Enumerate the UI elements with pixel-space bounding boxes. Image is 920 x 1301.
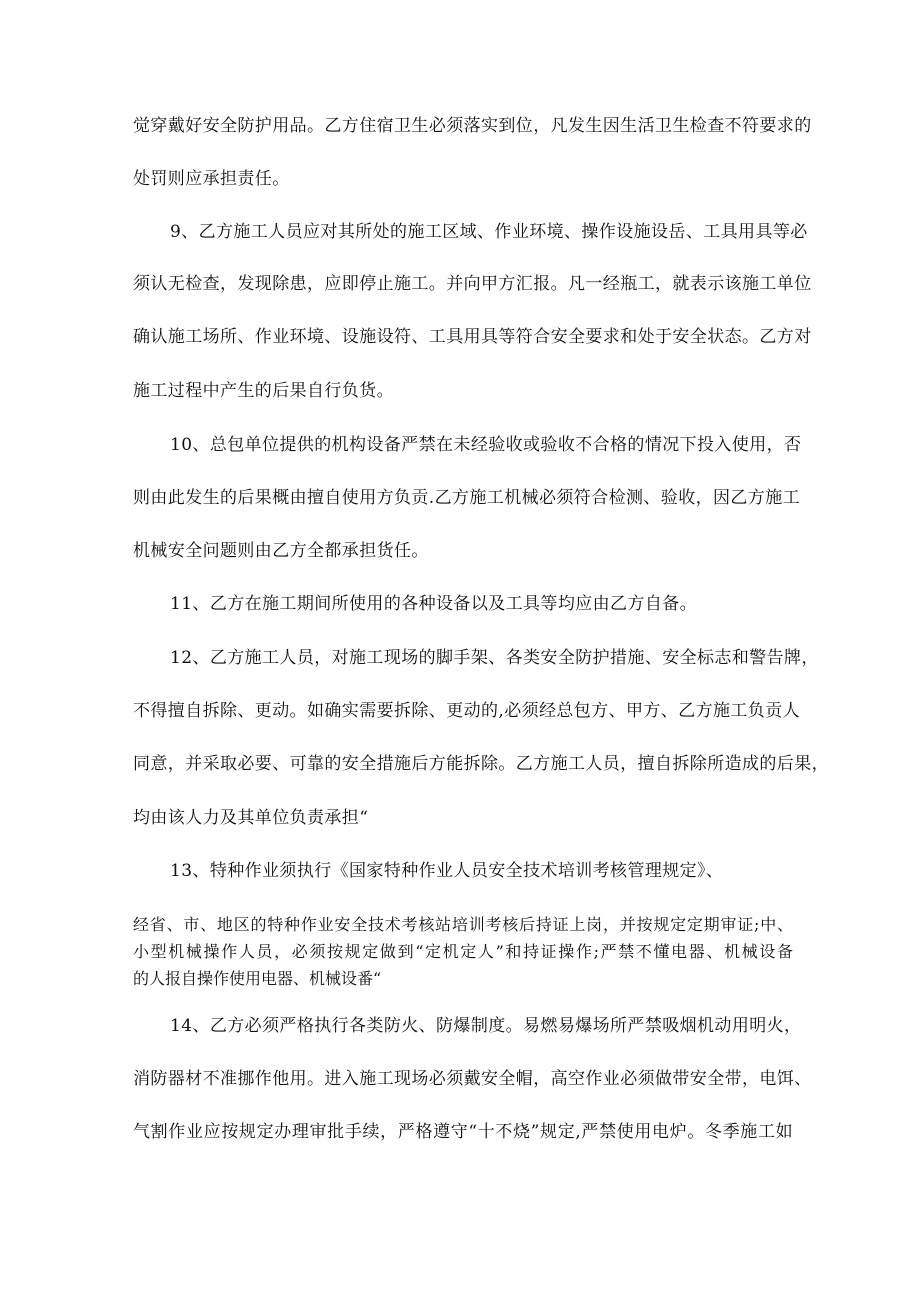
dense-paragraph-line: 小型机械操作人员，必须按规定做到“定机定人”和持证操作;严禁不懂电器、机械设备: [133, 942, 793, 961]
paragraph-line: 消防器材不准挪作他用。进入施工现场必须戴安全帽，高空作业必须做带安全带，电饵、: [133, 1069, 812, 1089]
paragraph-line: 不得擅自拆除、更动。如确实需要拆除、更动的,必须经总包方、甲方、乙方施工负贡人: [133, 701, 801, 721]
paragraph-line: 处罚则应承担责任。: [133, 169, 290, 189]
clause-12-line: 12、乙方施工人员，对施工现场的脚手架、各类安全防护措施、安全标志和警告牌，: [170, 648, 819, 668]
paragraph-line: 机械安全问题则由乙方全都承担货任。: [133, 541, 429, 561]
paragraph-line: 均由该人力及其单位负责承担“: [133, 808, 369, 828]
clause-14-line: 14、乙方必须严格执行各类防火、防爆制度。易燃易爆场所严禁吸烟机动用明火，: [170, 1016, 802, 1036]
paragraph-line: 气割作业应按规定办理审批手续，严格遵守“十不烧”规定,严禁使用电炉。冬季施工如: [133, 1122, 793, 1142]
dense-paragraph-line: 经省、市、地区的特种作业安全技术考核站培训考核后持证上岗，并按规定定期审证;中、: [133, 915, 793, 934]
paragraph-line: 则由此发生的后果概由擅自使用方负贡.乙方施工机械必须符合检测、验收，因乙方施工: [133, 488, 801, 508]
paragraph-line: 确认施工场所、作业环境、设施设符、工具用具等符合安全要求和处于安全状态。乙方对: [133, 327, 812, 347]
paragraph-line: 施工过程中产生的后果自行负货。: [133, 381, 394, 401]
clause-10-line: 10、总包单位提供的机构设备严禁在未经验收或验收不合格的情况下投入使用，否: [170, 435, 802, 455]
clause-9-line: 9、乙方施工人员应对其所处的施工区域、作业环境、操作设施设岳、工具用具等必: [170, 222, 808, 242]
dense-paragraph-line: 的人报自操作使用电器、机械设番“: [133, 969, 382, 988]
clause-11-line: 11、乙方在施工期间所使用的各种设备以及工具等均应由乙方自备。: [170, 594, 698, 614]
paragraph-line: 同意，并采取必要、可靠的安全措施后方能拆除。乙方施工人员，擅自拆除所造成的后果，: [133, 754, 829, 774]
paragraph-line: 须认无检查，发现除患，应即停止施工。并向甲方汇报。凡一经瓶工，就表示该施工单位: [133, 274, 812, 294]
paragraph-line: 觉穿戴好安全防护用品。乙方住宿卫生必须落实到位，凡发生因生活卫生检查不符要求的: [133, 116, 812, 136]
clause-13-line: 13、特种作业须执行《国家特种作业人员安全技术培训考核管理规定》、: [170, 861, 724, 881]
